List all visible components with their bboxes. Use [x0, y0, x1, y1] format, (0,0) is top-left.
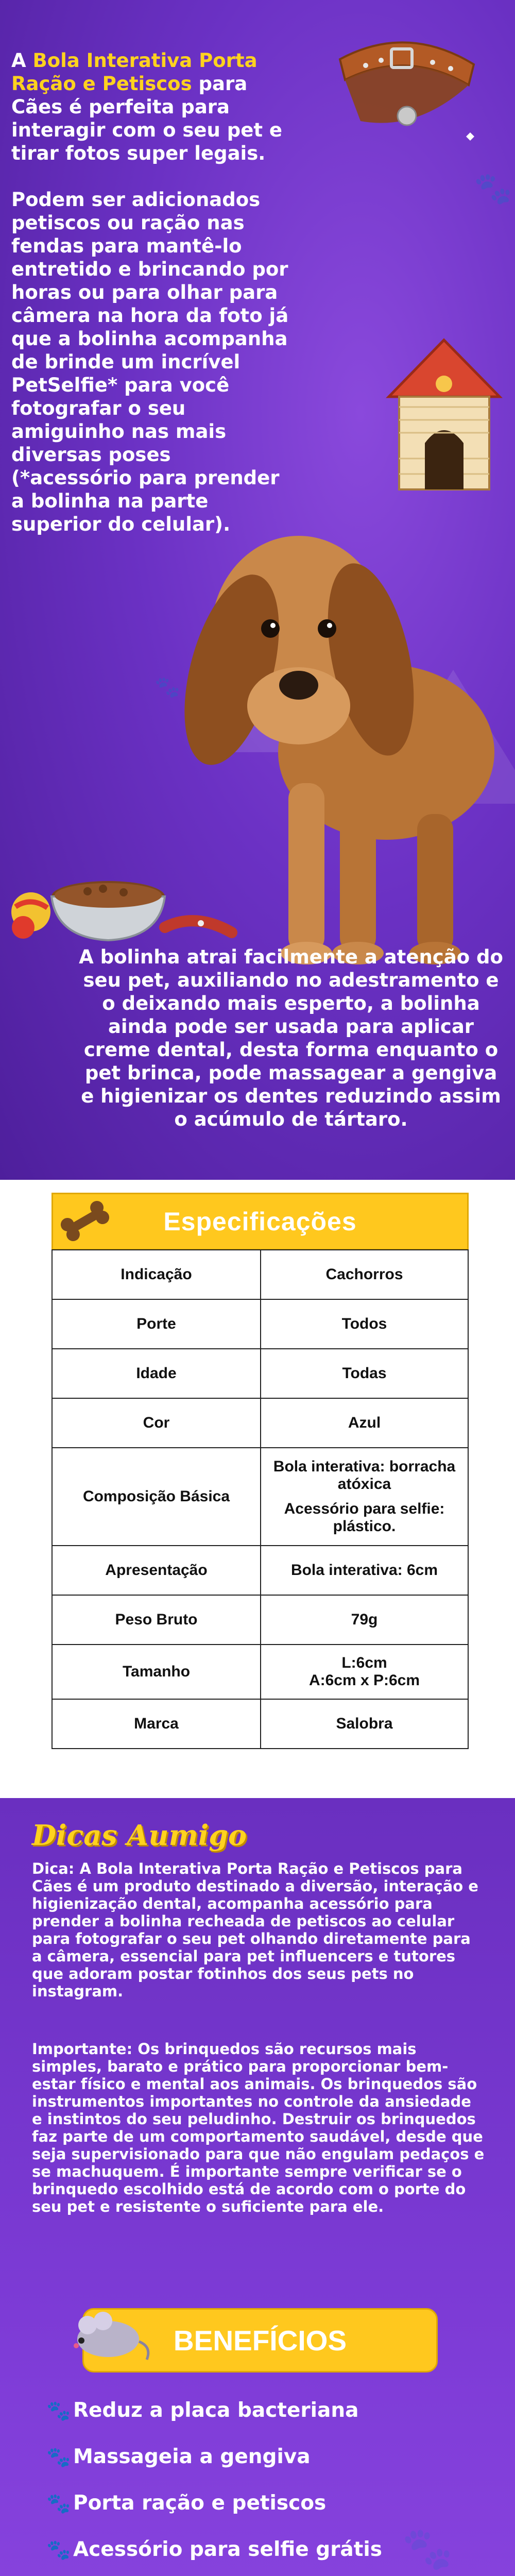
table-row	[52, 1299, 468, 1349]
spec-key: Idade	[52, 1349, 261, 1398]
list-item: 🐾 Acessório para selfie grátis	[46, 2538, 382, 2561]
spec-key: Cor	[52, 1398, 261, 1448]
table-row	[52, 1645, 468, 1699]
specifications-title: Especificações	[163, 1207, 357, 1236]
specifications-table	[52, 1249, 469, 1749]
paw-icon: 🐾	[46, 2446, 71, 2468]
spec-value: 79g	[261, 1595, 468, 1645]
list-item: 🐾 Porta ração e petiscos	[46, 2492, 327, 2515]
spec-value: Cachorros	[261, 1250, 468, 1299]
table-row	[52, 1398, 468, 1448]
spec-key: Indicação	[52, 1250, 261, 1299]
list-item: 🐾 Reduz a placa bacteriana	[46, 2399, 359, 2422]
tips-paragraph-2: Importante: Os brinquedos são recursos mais simples, barato e prático para proporcionar bem-estar físico e mental aos animais. Os brinquedos são instrumentos importantes no controle da ansiedade e instintos do seu peludinho. Destruir os brinquedos faz parte de um comportamento saudável, desde que seja supervisionado para que não engulam pedaços e se machuquem. É importante sempre verificar se o brinquedo escolhido está de acordo com o porte do seu pet e resistente o suficiente para ele.	[32, 2040, 485, 2215]
spec-key: Marca	[52, 1699, 261, 1749]
table-row	[52, 1699, 468, 1749]
table-row	[52, 1448, 468, 1546]
intro-paragraph-2: Podem ser adicionados petiscos ou ração nas fendas para mantê-lo entretido e brincando por horas ou para olhar para câmera na hora da foto já que a bolinha acompanha de brinde um incrível PetSelfie* para você fotografar o seu amiguinho nas mais diversas poses (*acessório para prender a bolinha na parte superior do celular).	[11, 189, 289, 535]
spec-value: Azul	[261, 1398, 468, 1448]
product-name-highlight: Bola Interativa Porta Ração e Petiscos	[11, 49, 258, 95]
paw-icon: 🐾	[154, 675, 180, 699]
spec-value: L:6cm A:6cm x P:6cm	[261, 1645, 468, 1699]
ball-benefits-paragraph: A bolinha atrai facilmente a atenção do seu pet, auxiliando no adestramento e o deixando mais esperto, a bolinha ainda pode ser usada para aplicar creme dental, desta forma enquanto o pet brinca, pode massagear a gengiva e higienizar os dentes reduzindo assim o acúmulo de tártaro.	[79, 946, 503, 1130]
spec-value: Salobra	[261, 1699, 468, 1749]
intro-paragraph-1: A Bola Interativa Porta Ração e Petiscos para Cães é perfeita para interagir com o seu pet e tirar fotos super legais.	[11, 49, 282, 164]
spec-value: Bola interativa: borracha atóxica Acessório para selfie: plástico.	[261, 1448, 468, 1546]
paw-icon: 🐾	[474, 171, 512, 207]
tips-title: Dicas Aumigo	[32, 1819, 247, 1852]
paw-icon: 🐾	[402, 2524, 453, 2572]
paw-icon: 🐾	[46, 2538, 71, 2561]
spec-value: Todos	[261, 1299, 468, 1349]
spec-key: Tamanho	[52, 1645, 261, 1699]
spec-key: Apresentação	[52, 1546, 261, 1595]
spec-key: Peso Bruto	[52, 1595, 261, 1645]
tips-paragraph-1: Dica: A Bola Interativa Porta Ração e Petiscos para Cães é um produto destinado a diversão, interação e higienização dental, acompanha acessório para prender a bolinha recheada de petiscos ao celular para fotografar o seu pet olhando diretamente para a câmera, essencial para pet influencers e tutores que adoram postar fotinhos dos seus pets no instagram.	[32, 1860, 478, 2000]
bone-icon	[57, 1198, 113, 1244]
spec-key: Porte	[52, 1299, 261, 1349]
toy-mouse-icon	[52, 2306, 154, 2367]
benefits-title: BENEFÍCIOS	[173, 2324, 347, 2357]
table-row	[52, 1349, 468, 1398]
spec-value: Todas	[261, 1349, 468, 1398]
paw-icon: 🐾	[46, 2399, 71, 2422]
paw-icon: 🐾	[46, 2492, 71, 2515]
spec-value: Bola interativa: 6cm	[261, 1546, 468, 1595]
dog-collar-illustration	[330, 28, 484, 162]
list-item: 🐾 Massageia a gengiva	[46, 2445, 311, 2468]
spec-key: Composição Básica	[52, 1448, 261, 1546]
table-row	[52, 1546, 468, 1595]
table-row	[52, 1595, 468, 1645]
specifications-header	[52, 1193, 469, 1250]
food-bowl-and-toy-illustration	[0, 850, 242, 953]
table-row	[52, 1250, 468, 1299]
